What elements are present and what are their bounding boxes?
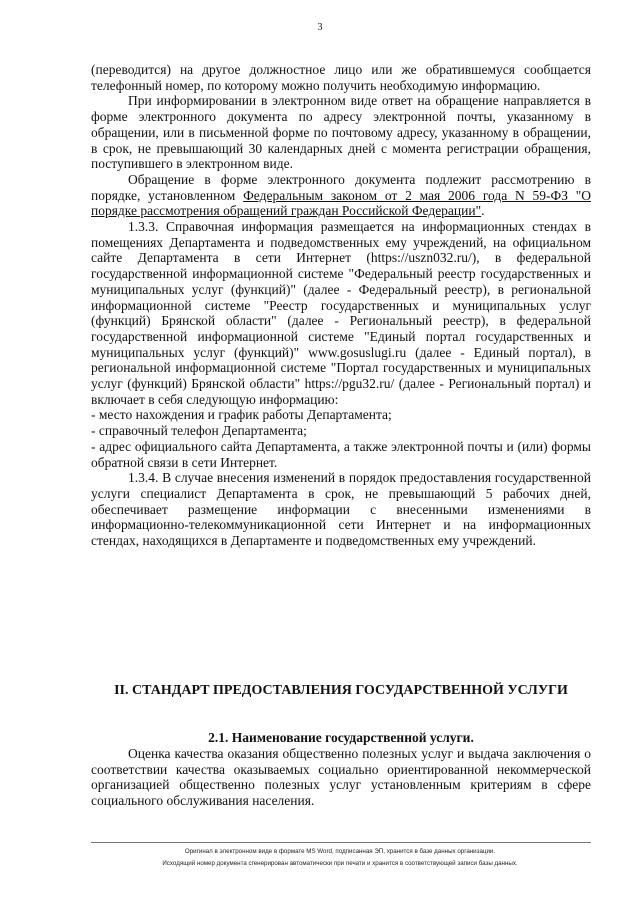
paragraph-period: . xyxy=(481,203,485,219)
body-text xyxy=(91,62,591,549)
paragraph-service-name: Оценка качества оказания общественно полезных услуг и выдача заключения о соответствии качества оказываемых социально ориентированной некоммерческой организацией общественно полезных услуг установленным критериям в сфере социального обслуживания населения. xyxy=(91,746,591,809)
paragraph-continuation: (переводится) на другое должностное лицо или же обратившемуся сообщается телефонный номер, по которому можно получить необходимую информацию. xyxy=(91,62,591,93)
page-number: 3 xyxy=(317,22,323,33)
list-item: - справочный телефон Департамента; xyxy=(91,423,307,439)
section-heading: II. СТАНДАРТ ПРЕДОСТАВЛЕНИЯ ГОСУДАРСТВЕННОЙ УСЛУГИ xyxy=(114,683,568,698)
paragraph-1-3-3: 1.3.3. Справочная информация размещается на информационных стендах в помещениях Департамента и подведомственных ему учреждений, на официальном сайте Департамента в сети Интернет (https://uszn032.ru/), в федеральной государственной информационной системе "Федеральный реестр государственных и муниципальных услуг (функций)" (далее - Федеральный реестр), в региональной информационной системе "Реестр государственных и муниципальных услуг (функций) Брянской области" (далее - Региональный реестр), в федеральной государственной информационной системе "Единый портал государственных и муниципальных услуг (функций)" www.gosuslugi.ru (далее - Единый портал), в региональной информационной системе "Портал государственных и муниципальных услуг (функций) Брянской области" https://pgu32.ru/ (далее - Региональный портал) и включает в себя следующую информацию: xyxy=(91,219,591,407)
paragraph-electronic-reply: При информировании в электронном виде ответ на обращение направляется в форме электронного документа по адресу электронной почты, указанному в обращении, или в письменной форме по почтовому адресу, указанному в обращении, в срок, не превышающий 30 календарных дней с момента регистрации обращения, поступившего в электронном виде. xyxy=(91,93,591,172)
list-item: - адрес официального сайта Департамента, а также электронной почты и (или) формы обратной связи в сети Интернет. xyxy=(91,438,591,470)
paragraph-electronic-appeal xyxy=(91,172,591,219)
federal-law-link[interactable]: Федеральным законом от 2 мая 2006 года N 59-ФЗ "О порядке рассмотрения обращений граждан Российской Федерации" xyxy=(91,187,592,219)
subsection-heading: 2.1. Наименование государственной услуги. xyxy=(208,730,474,745)
footer-line-number: Исходящий номер документа сгенерирован автоматически при печати и хранится в соответствующей записи базы данных. xyxy=(162,860,518,867)
paragraph-1-3-4: 1.3.4. В случае внесения изменений в порядок предоставления государственной услуги специалист Департамента в срок, не превышающий 5 рабочих дней, обеспечивает размещение информации с внесенными изменениями в информационно-телекоммуникационной сети Интернет и на информационных стендах, находящихся в Департаменте и подведомственных ему учреждений. xyxy=(91,470,591,549)
footer-line-original: Оригинал в электронном виде в формате MS Word, подписанная ЭП, хранится в базе данных организации. xyxy=(184,848,496,855)
footer-divider xyxy=(91,842,591,843)
body-text-section-2 xyxy=(91,746,591,809)
list-item: - место нахождения и график работы Департамента; xyxy=(91,407,392,423)
paragraph-electronic-appeal-text: Обращение в форме электронного документа подлежит рассмотрению в порядке, установленном xyxy=(91,171,591,203)
